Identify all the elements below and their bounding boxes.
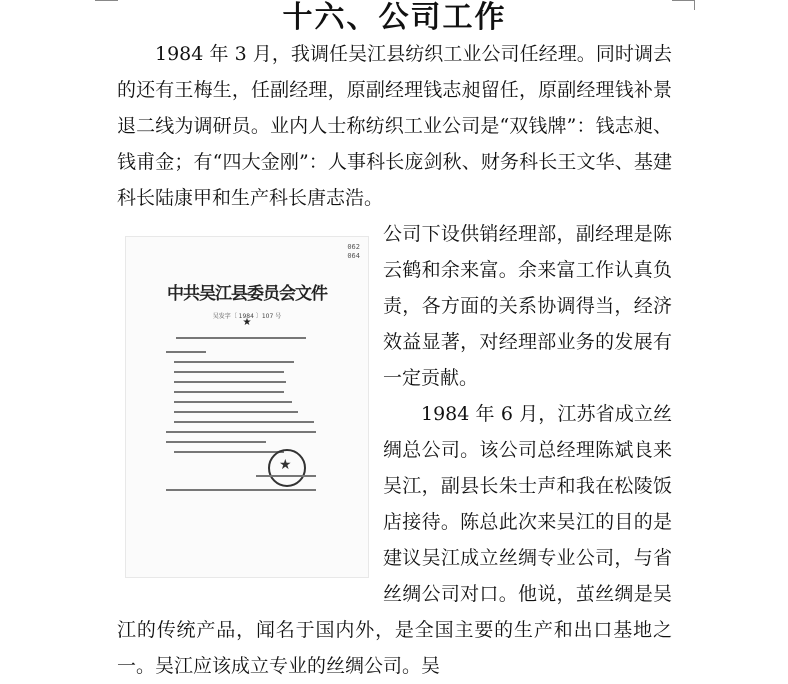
doc-text-line	[174, 411, 298, 413]
doc-reference: 吴发字〔 1984 〕107 号	[212, 313, 282, 320]
page-corner-mark-right	[672, 0, 694, 1]
archived-document-image	[125, 236, 369, 578]
page-corner-mark-left	[95, 0, 117, 1]
doc-text-line	[174, 401, 292, 403]
doc-text-line	[166, 351, 206, 353]
doc-text-line	[174, 451, 284, 453]
doc-text-line	[174, 421, 314, 423]
doc-number: 062 064	[347, 243, 360, 260]
official-seal-icon	[268, 449, 306, 487]
doc-text-line	[174, 361, 294, 363]
paragraph-sales-department: 公司下设供销经理部，副经理是陈云鹤和余来富。余来富工作认真负责，各方面的关系协调得当，经济效益显著，对经理部业务的发展有一定贡献。	[383, 223, 672, 389]
document-photo	[117, 218, 375, 580]
doc-text-line	[166, 441, 266, 443]
doc-text-line	[174, 391, 284, 393]
paragraph-silk-company: 1984 年 6 月，江苏省成立丝绸总公司。该公司总经理陈斌良来吴江，副县长朱士声和我在松陵饭店接待。陈总此次来吴江的目的是建议吴江成立丝绸专业公司，与省丝绸公司对口。他说，茧丝绸是吴江的传统产品，闻名于国内外，是全国主要的生产和出口基地之一。吴江应该成立专业的丝绸公司。吴	[117, 403, 672, 677]
paragraph-appointment: 1984 年 3 月，我调任吴江县纺织工业公司任经理。同时调去的还有王梅生，任副经理，原副经理钱志昶留任，原副经理钱补景退二线为调研员。业内人士称纺织工业公司是“双钱牌”：钱志昶、钱甫金；有“四大金刚”：人事科长庞剑秋、财务科长王文华、基建科长陆康甲和生产科长唐志浩。	[117, 43, 672, 209]
doc-star-icon: ★	[242, 317, 252, 328]
doc-text-line	[176, 337, 306, 339]
doc-text-line	[166, 431, 316, 433]
doc-text-line	[256, 475, 316, 477]
doc-text-line	[166, 489, 316, 491]
doc-text-line	[174, 381, 286, 383]
doc-heading: 中共吴江县委员会文件	[167, 284, 327, 304]
doc-text-line	[174, 371, 284, 373]
section-title: 十六、公司工作	[282, 0, 507, 35]
page-corner-mark-right-vertical	[694, 0, 695, 10]
document-page	[117, 0, 672, 684]
